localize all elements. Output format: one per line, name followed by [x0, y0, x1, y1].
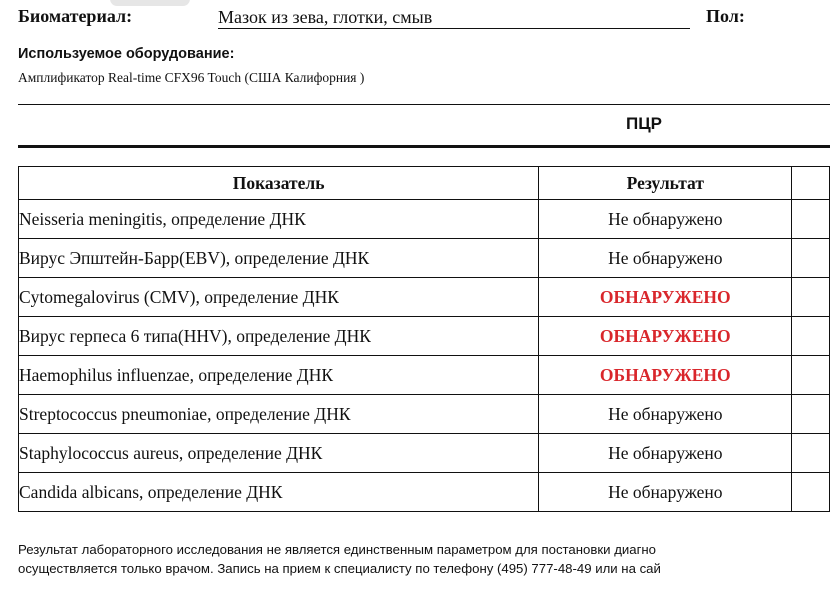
footer-line-2: осуществляется только врачом. Запись на прием к специалисту по телефону (495) 777-48-49 или на сай	[18, 561, 661, 576]
indicator-name: Вирус Эпштейн-Барр(EBV), определение ДНК	[19, 239, 539, 278]
extra-cell	[792, 395, 830, 434]
table-header-row	[19, 167, 830, 200]
indicator-name: Streptococcus pneumoniae, определение ДНК	[19, 395, 539, 434]
result-not-detected: Не обнаружено	[539, 473, 792, 512]
table-row	[19, 200, 830, 239]
section-header	[18, 104, 830, 148]
biomaterial-label: Биоматериал:	[18, 6, 133, 26]
indicator-name: Cytomegalovirus (CMV), определение ДНК	[19, 278, 539, 317]
equipment-value: Амплификатор Real-time CFX96 Touch (США Калифорния )	[18, 70, 365, 85]
indicator-name: Staphylococcus aureus, определение ДНК	[19, 434, 539, 473]
header-row	[18, 6, 830, 32]
results-table	[18, 166, 830, 512]
table-row	[19, 473, 830, 512]
header-indicator: Показатель	[19, 167, 539, 200]
table-row	[19, 317, 830, 356]
extra-cell	[792, 317, 830, 356]
indicator-name: Вирус герпеса 6 типа(HHV), определение ДНК	[19, 317, 539, 356]
extra-cell	[792, 434, 830, 473]
footer-line-1: Результат лабораторного исследования не является единственным параметром для постановки диагно	[18, 542, 657, 557]
header-extra	[792, 167, 830, 200]
result-not-detected: Не обнаружено	[539, 395, 792, 434]
table-row	[19, 356, 830, 395]
extra-cell	[792, 200, 830, 239]
indicator-name: Haemophilus influenzae, определение ДНК	[19, 356, 539, 395]
extra-cell	[792, 278, 830, 317]
equipment-title: Используемое оборудование:	[18, 46, 235, 62]
extra-cell	[792, 356, 830, 395]
result-detected: ОБНАРУЖЕНО	[539, 356, 792, 395]
table-row	[19, 395, 830, 434]
result-detected: ОБНАРУЖЕНО	[539, 278, 792, 317]
result-not-detected: Не обнаружено	[539, 200, 792, 239]
result-detected: ОБНАРУЖЕНО	[539, 317, 792, 356]
table-row	[19, 278, 830, 317]
extra-cell	[792, 473, 830, 512]
section-title: ПЦР	[626, 114, 662, 133]
biomaterial-value: Мазок из зева, глотки, смыв	[218, 6, 690, 29]
indicator-name: Candida albicans, определение ДНК	[19, 473, 539, 512]
header-result: Результат	[539, 167, 792, 200]
result-not-detected: Не обнаружено	[539, 434, 792, 473]
result-not-detected: Не обнаружено	[539, 239, 792, 278]
table-row	[19, 239, 830, 278]
extra-cell	[792, 239, 830, 278]
results-body	[19, 200, 830, 512]
table-row	[19, 434, 830, 473]
indicator-name: Neisseria meningitis, определение ДНК	[19, 200, 539, 239]
footer-disclaimer	[18, 540, 830, 578]
sex-label: Пол:	[706, 6, 745, 26]
